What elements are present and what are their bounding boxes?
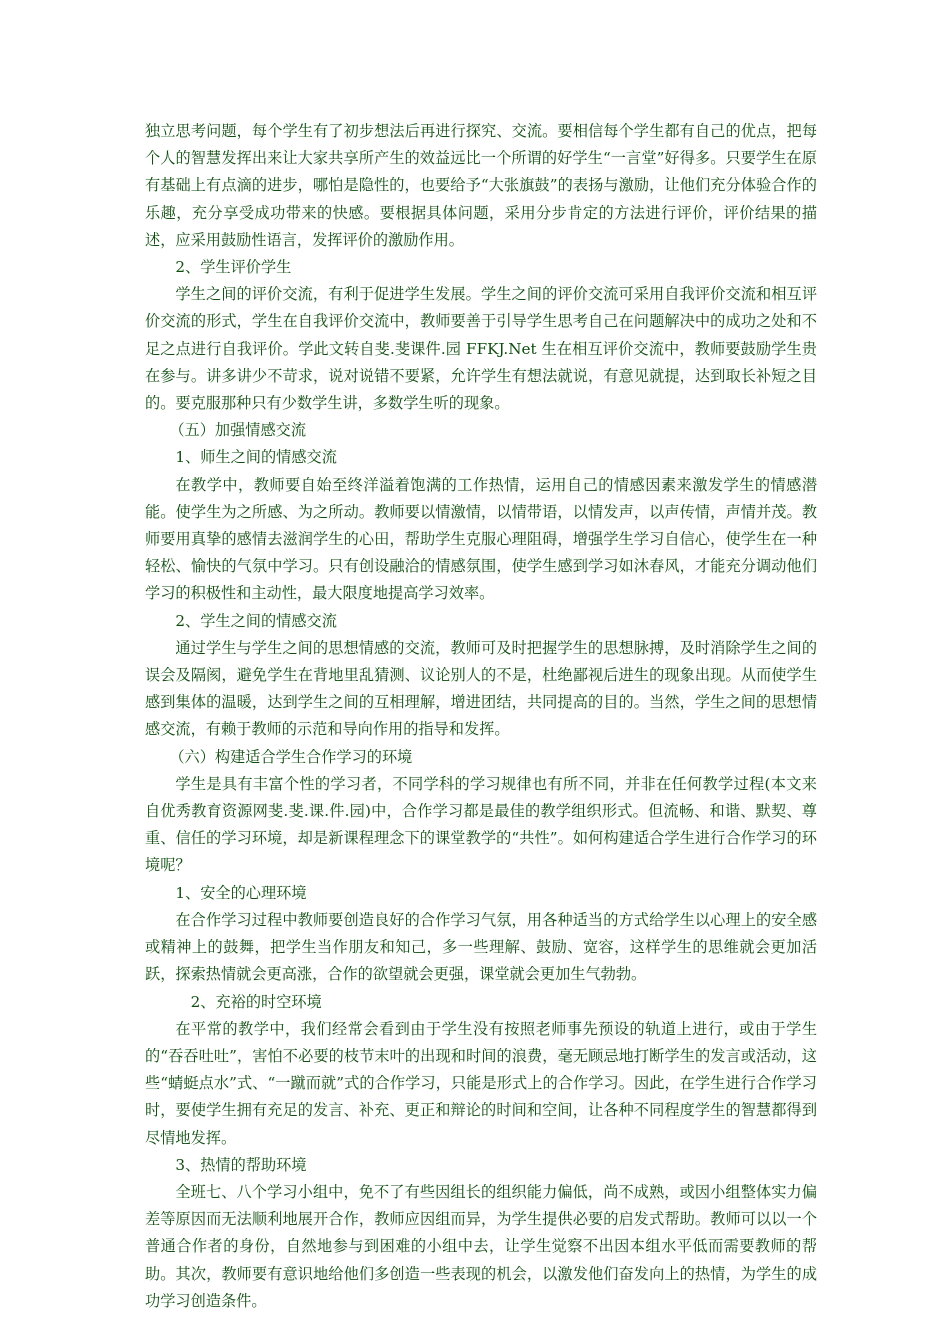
paragraph-student-evaluation: 学生之间的评价交流，有利于促进学生发展。学生之间的评价交流可采用自我评价交流和相互评价交流的形式，学生在自我评价交流中，教师要善于引导学生思考自己在问题解决中的成功之处和不足之点进行自我评价。学此文转自斐.斐课件.园 FFKJ.Net 生在相互评价交流中，教师要鼓励学生贵在参与。讲多讲少不苛求，说对说错不要紧，允许学生有想法就说，有意见就提，达到取长补短之目的。要克服那种只有少数学生讲，多数学生听的现象。 [145,285,817,413]
heading-student-evaluation: 2、学生评价学生 [175,258,292,277]
heading-help-environment: 3、热情的帮助环境 [175,1155,307,1174]
paragraph-student-student-emotion: 通过学生与学生之间的思想情感的交流，教师可及时把握学生的思想脉搏，及时消除学生之间的误会及隔阂，避免学生在背地里乱猜测、议论别人的不是，杜绝鄙视后进生的现象出现。从而使学生感到集体的温暖，达到学生之间的互相理解，增进团结，共同提高的目的。当然，学生之间的思想情感交流，有赖于教师的示范和导向作用的指导和发挥。 [145,638,817,739]
paragraph-help-environment: 全班七、八个学习小组中，免不了有些因组长的组织能力偏低，尚不成熟，或因小组整体实力偏差等原因而无法顺利地展开合作，教师应因组而异，为学生提供必要的启发式帮助。教师可以以一个普通合作者的身份，自然地参与到困难的小组中去，让学生觉察不出因本组水平低而需要教师的帮助。其次，教师要有意识地给他们多创造一些表现的机会，以激发他们奋发向上的热情，为学生的成功学习创造条件。 [145,1182,817,1310]
section-heading-learning-environment: （六）构建适合学生合作学习的环境 [169,747,413,766]
paragraph-time-space-environment: 在平常的教学中，我们经常会看到由于学生没有按照老师事先预设的轨道上进行，或由于学生的“吞吞吐吐”，害怕不必要的枝节末叶的出现和时间的浪费，毫无顾忌地打断学生的发言或活动，这些“蜻蜓点水”式、“一蹴而就”式的合作学习，只能是形式上的合作学习。因此，在学生进行合作学习时，要使学生拥有充足的发言、补充、更正和辩论的时间和空间，让各种不同程度学生的智慧都得到尽情地发挥。 [145,1019,817,1147]
heading-teacher-student-emotion: 1、师生之间的情感交流 [175,448,337,467]
paragraph-intro: 独立思考问题，每个学生有了初步想法后再进行探究、交流。要相信每个学生都有自己的优点，把每个人的智慧发挥出来让大家共享所产生的效益远比一个所谓的好学生“一言堂”好得多。只要学生在原有基础上有点滴的进步，哪怕是隐性的，也要给予“大张旗鼓”的表扬与激励，让他们充分体验合作的乐趣，充分享受成功带来的快感。要根据具体问题，采用分步肯定的方法进行评价，评价结果的描述，应采用鼓励性语言，发挥评价的激励作用。 [145,122,817,249]
paragraph-learning-environment: 学生是具有丰富个性的学习者，不同学科的学习规律也有所不同，并非在任何教学过程(本文来自优秀教育资源网斐.斐.课.件.园)中，合作学习都是最佳的教学组织形式。但流畅、和谐、默契、尊重、信任的学习环境，却是新课程理念下的课堂教学的“共性”。如何构建适合学生进行合作学习的环境呢？ [145,774,817,875]
heading-safe-environment: 1、安全的心理环境 [175,883,307,902]
paragraph-safe-environment: 在合作学习过程中教师要创造良好的合作学习气氛，用各种适当的方式给学生以心理上的安全感或精神上的鼓舞，把学生当作朋友和知己，多一些理解、鼓励、宽容，这样学生的思维就会更加活跃，探索热情就会更高涨，合作的欲望就会更强，课堂就会更加生气勃勃。 [145,910,817,984]
heading-student-student-emotion: 2、学生之间的情感交流 [175,611,337,630]
paragraph-teacher-student-emotion: 在教学中，教师要自始至终洋溢着饱满的工作热情，运用自己的情感因素来激发学生的情感潜能。使学生为之所感、为之所动。教师要以情激情，以情带语，以情发声，以声传情，声情并茂。教师要用真挚的感情去滋润学生的心田，帮助学生克服心理阻碍，增强学生学习自信心，使学生在一种轻松、愉快的气氛中学习。只有创设融洽的情感氛围，使学生感到学习如沐春风，才能充分调动他们学习的积极性和主动性，最大限度地提高学习效率。 [145,475,817,603]
section-heading-emotional-exchange: （五）加强情感交流 [169,421,306,440]
document-body [145,118,817,1315]
heading-time-space-environment: 2、充裕的时空环境 [190,992,322,1011]
